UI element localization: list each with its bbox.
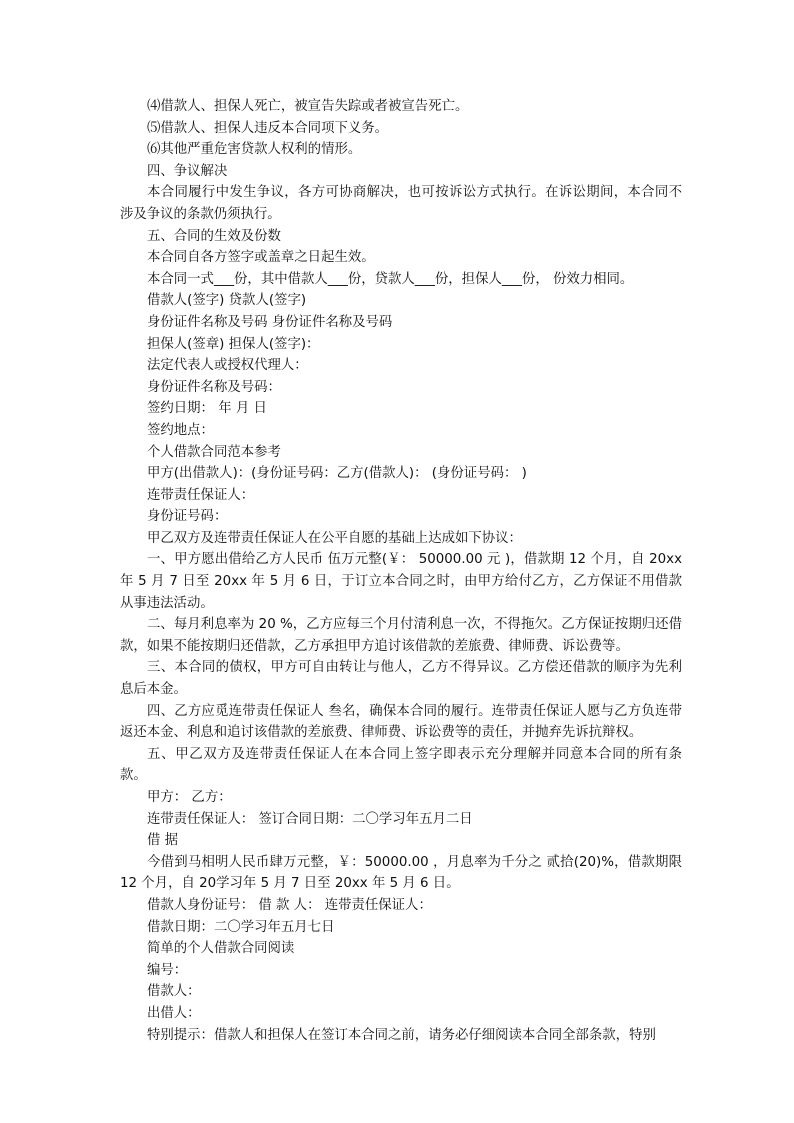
signature-line: 连带责任保证人： 签订合同日期：二〇学习年五月二日 bbox=[147, 811, 473, 827]
receipt-body: 今借到马相明人民币肆万元整，￥：50000.00 ，月息率为千分之 贰拾(20)%，借款期限 12 个月，自 20学习年 5 月 7 日至 20xx 年 5 月 6 日。 bbox=[120, 854, 687, 892]
document-body bbox=[120, 96, 687, 1046]
article-3: 三、本合同的债权，甲方可自由转让与他人，乙方不得异议。乙方偿还借款的顺序为先利息后本金。 bbox=[120, 660, 682, 698]
field-borrower: 借款人： bbox=[147, 984, 201, 1000]
receipt-title: 借 据 bbox=[147, 833, 179, 849]
section-title: 简单的个人借款合同阅读 bbox=[147, 941, 295, 957]
party-line: 身份证号码： bbox=[147, 509, 228, 525]
section-heading-effect: 五、合同的生效及份数 bbox=[147, 228, 281, 244]
section-heading-dispute: 四、争议解决 bbox=[147, 163, 228, 179]
signature-line: 担保人(签章) 担保人(签字)： bbox=[147, 336, 320, 352]
signature-line: 身份证件名称及号码 身份证件名称及号码 bbox=[147, 314, 393, 330]
clause-6: ⑹其他严重危害贷款人权利的情形。 bbox=[147, 142, 362, 158]
party-line: 甲方(出借款人)：(身份证号码：乙方(借款人)： (身份证号码： ) bbox=[147, 466, 527, 482]
signature-line: 甲方： 乙方： bbox=[147, 790, 232, 805]
signature-line: 身份证件名称及号码： bbox=[147, 379, 281, 395]
special-notice: 特别提示：借款人和担保人在签订本合同之前，请务必仔细阅读本合同全部条款，特别 bbox=[147, 1027, 656, 1043]
paragraph-dispute: 本合同履行中发生争议，各方可协商解决，也可按诉讼方式执行。在诉讼期间，本合同不涉及争议的条款仍须执行。 bbox=[120, 185, 682, 222]
party-line: 连带责任保证人： bbox=[147, 487, 255, 503]
signature-line: 法定代表人或授权代理人： bbox=[147, 358, 308, 374]
signature-line: 借款人身份证号： 借 款 人： 连带责任保证人： bbox=[147, 897, 432, 913]
clause-4: ⑷借款人、担保人死亡，被宣告失踪或者被宣告死亡。 bbox=[147, 99, 469, 114]
signing-place: 签约地点： bbox=[147, 422, 214, 438]
receipt-date: 借款日期：二〇学习年五月七日 bbox=[147, 919, 335, 935]
signature-line: 借款人(签字) 贷款人(签字) bbox=[147, 293, 307, 309]
paragraph-copies: 本合同一式___份，其中借款人___份，贷款人___份，担保人___份， 份效力相同。 bbox=[147, 271, 634, 287]
article-2: 二、每月利息率为 20 %，乙方应每三个月付清利息一次，不得拖欠。乙方保证按期归还借款，如果不能按期归还借款，乙方承担甲方追讨该借款的差旅费、律师费、诉讼费等。 bbox=[120, 617, 682, 654]
field-number: 编号： bbox=[147, 962, 188, 978]
paragraph-effect: 本合同自各方签字或盖章之日起生效。 bbox=[147, 250, 375, 266]
agreement-intro: 甲乙双方及连带责任保证人在公平自愿的基础上达成如下协议： bbox=[147, 530, 522, 546]
article-4: 四、乙方应觅连带责任保证人 叁名，确保本合同的履行。连带责任保证人愿与乙方负连带返还本金、利息和追讨该借款的差旅费、律师费、诉讼费等的责任，并抛弃先诉抗辩权。 bbox=[120, 703, 682, 741]
clause-5: ⑸借款人、担保人违反本合同项下义务。 bbox=[147, 120, 389, 136]
field-lender: 出借人： bbox=[147, 1005, 201, 1021]
signing-date: 签约日期： 年 月 日 bbox=[147, 401, 267, 417]
article-5: 五、甲乙双方及连带责任保证人在本合同上签字即表示充分理解并同意本合同的所有条款。 bbox=[120, 746, 682, 784]
section-title: 个人借款合同范本参考 bbox=[147, 444, 281, 460]
article-1: 一、甲方愿出借给乙方人民币 伍万元整(￥： 50000.00 元 )，借款期 12 个月，自 20xx 年 5 月 7 日至 20xx 年 5 月 6 日，于订立本合同之时，由甲方给付乙方，乙方保证不用借款从事违法活动。 bbox=[120, 552, 687, 611]
